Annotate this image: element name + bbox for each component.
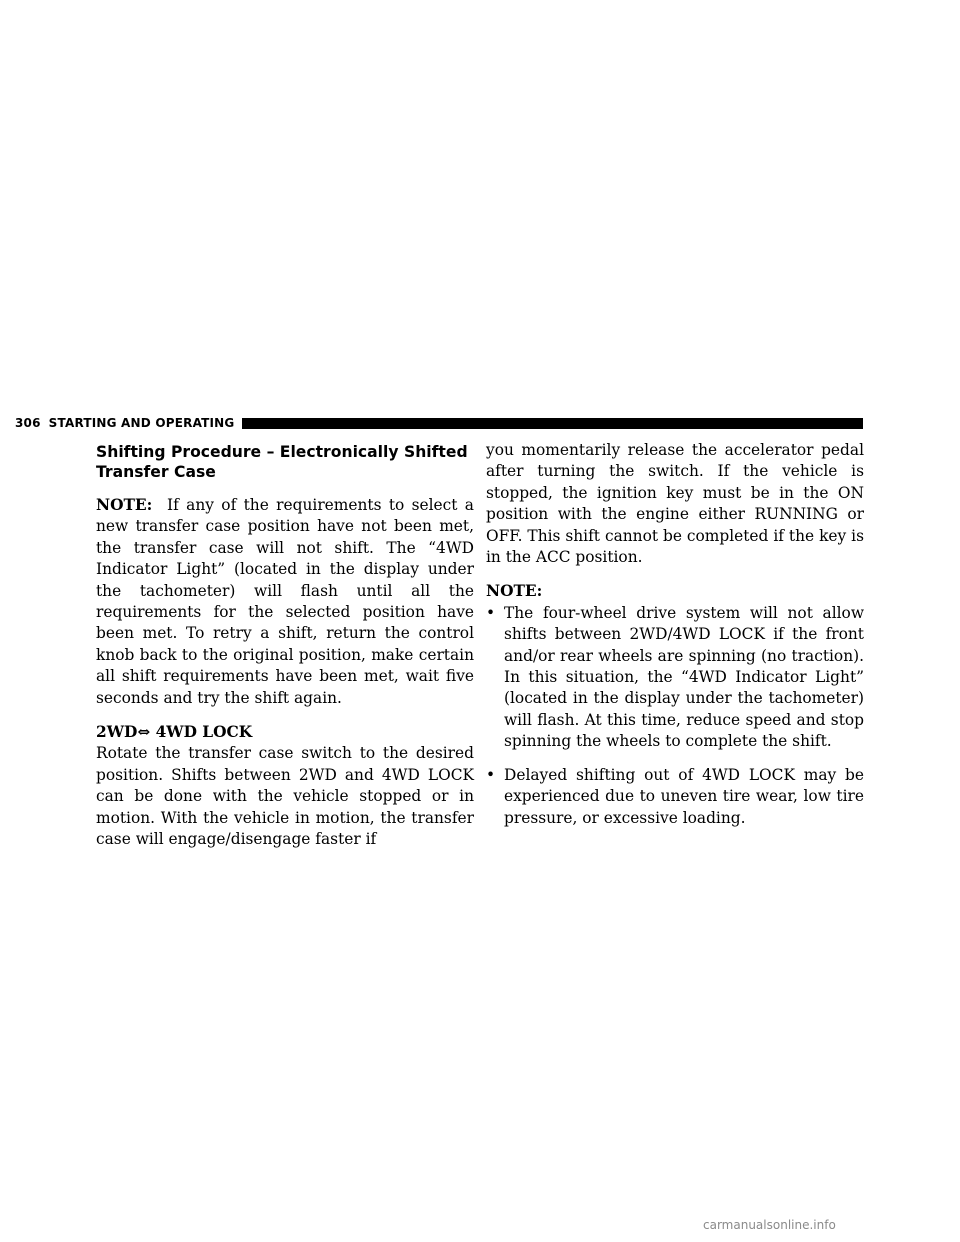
body-paragraph: Rotate the transfer case switch to the desired position. Shifts between 2WD and 4WD LOCK can be done with the vehicle stopped or in motion. With the vehicle in motion, the transfer case will engage/disengage faster if [96, 744, 474, 849]
heading-line-2: Transfer Case [96, 463, 216, 481]
note-bullet-list [486, 603, 864, 829]
left-column [96, 440, 474, 851]
header-rule [242, 418, 863, 429]
continued-paragraph: you momentarily release the accelerator pedal after turning the switch. If the vehicle is stopped, the ignition key must be in the ON position with the engine either RUNNING or OFF. This shift cannot be completed if the key is in the ACC position. [486, 441, 864, 567]
heading-line-1: Shifting Procedure – Electronically Shifted [96, 443, 468, 461]
note-paragraph [96, 495, 474, 709]
watermark: carmanualsonline.info [703, 1218, 836, 1232]
page-number: 306 [15, 416, 41, 430]
section-title: STARTING AND OPERATING [48, 416, 235, 430]
note-text: If any of the requirements to select a new transfer case position have not been met, the transfer case will not shift. The “4WD Indicator Light” (located in the display under the tachometer) will flash until all the requirements for the selected position have been met. To retry a shift, return the control knob back to the original position, make certain all shift requirements have been met, wait five seconds and try the shift again. [96, 496, 474, 707]
section-heading [96, 442, 474, 482]
right-column [486, 440, 864, 841]
subheading-2wd-4wd-lock: 2WD⇔ 4WD LOCK [96, 723, 253, 742]
list-item [486, 765, 864, 829]
page-header [15, 415, 863, 431]
bullet-icon: • [486, 603, 496, 622]
bullet-text: The four-wheel drive system will not allow shifts between 2WD/4WD LOCK if the front and/or rear wheels are spinning (no traction). In this situation, the “4WD Indicator Light” (located in the display under the tachometer) will flash. At this time, reduce speed and stop spinning the wheels to complete the shift. [504, 603, 864, 751]
bullet-icon: • [486, 765, 496, 784]
note-label-right: NOTE: [486, 582, 543, 601]
list-item [486, 603, 864, 753]
note-label: NOTE: [96, 496, 153, 514]
bullet-text: Delayed shifting out of 4WD LOCK may be experienced due to uneven tire wear, low tire pressure, or excessive loading. [504, 765, 864, 827]
